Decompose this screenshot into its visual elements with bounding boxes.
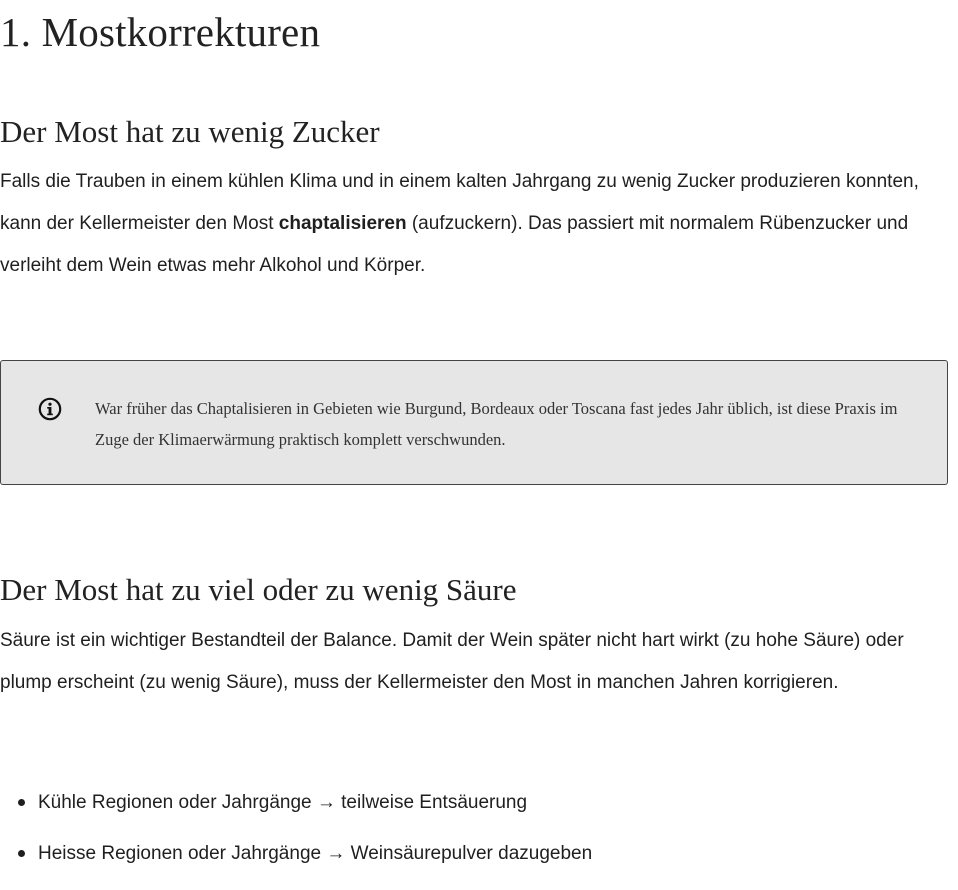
info-circle-icon (38, 397, 62, 421)
sugar-text-end: (aufzuckern). Das passiert mit normalem Rübenzucker und verleiht dem Wein etwas mehr Alkohol und Körper. (0, 213, 909, 276)
section-text-acid: Säure ist ein wichtiger Bestandteil der Balance. Damit der Wein später nicht hart wirkt (zu hohe Säure) oder plump erscheint (zu wenig Säure), muss der Kellermeister den Most in manchen Jahren korrigieren. (0, 630, 904, 693)
list-item-text: Kühle Regionen oder Jahrgänge → teilweise Entsäuerung (38, 792, 528, 813)
section-text-sugar (0, 161, 950, 287)
sugar-text-start: Falls die Trauben in einem kühlen Klima und in einem kalten Jahrgang zu wenig Zucker produzieren konnten, kann der Kellermeister den Most (0, 171, 919, 234)
list-item (0, 829, 592, 880)
page-title: 1. Mostkorrekturen (0, 9, 321, 55)
list-item-text: Heisse Regionen oder Jahrgänge → Weinsäurepulver dazugeben (38, 843, 593, 864)
list-item (0, 778, 592, 829)
section-title-acid: Der Most hat zu viel oder zu wenig Säure (0, 572, 517, 607)
info-box (0, 360, 948, 485)
bullet-dot (18, 799, 25, 806)
bullet-list (0, 778, 592, 880)
section-title-sugar: Der Most hat zu wenig Zucker (0, 114, 380, 149)
info-box-text: War früher das Chaptalisieren in Gebieten wie Burgund, Bordeaux oder Toscana fast jedes Jahr üblich, ist diese Praxis im Zuge der Klimaerwärmung praktisch komplett verschwunden. (95, 399, 898, 449)
sugar-text-bold-term: chaptalisieren (278, 213, 407, 234)
bullet-dot (18, 850, 25, 857)
